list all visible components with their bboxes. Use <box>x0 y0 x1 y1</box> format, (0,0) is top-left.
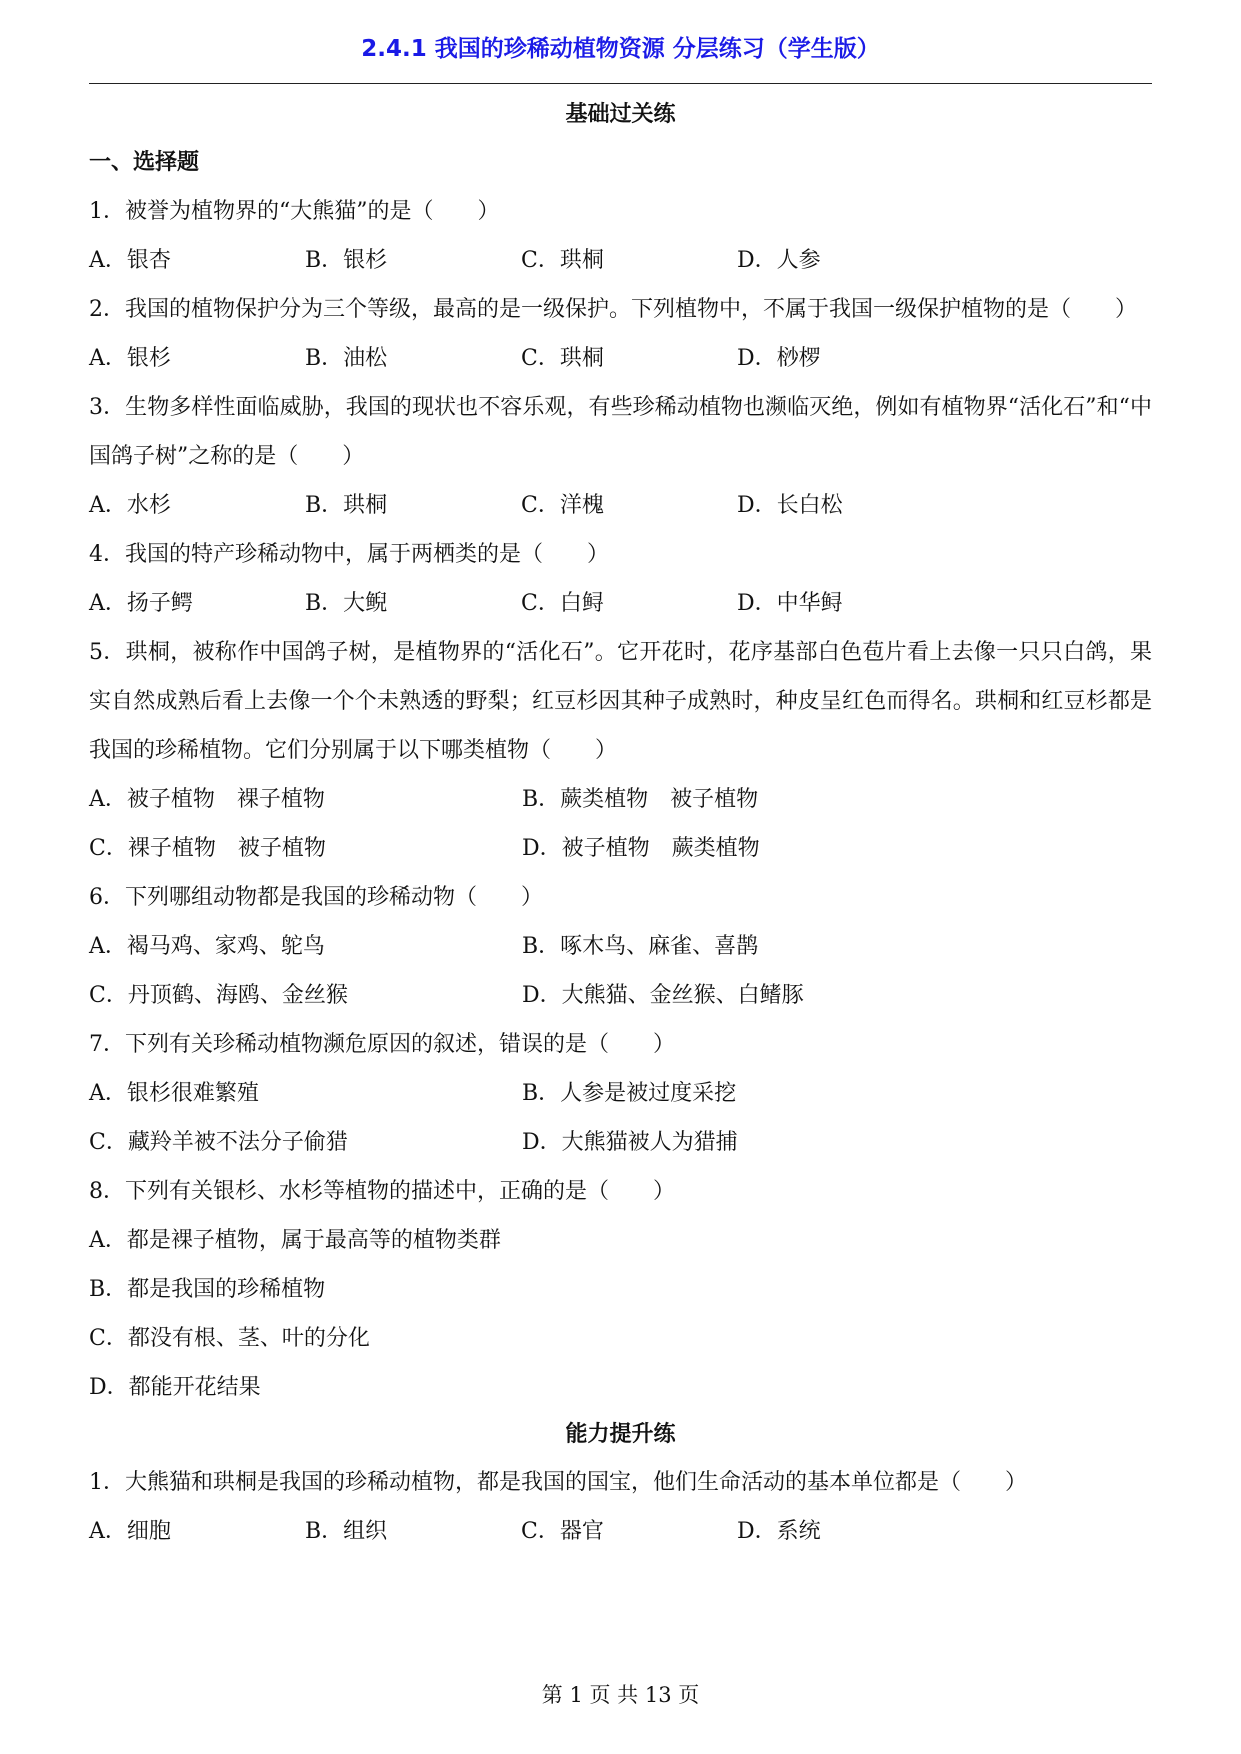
section-title-ability: 能力提升练 <box>565 1422 676 1447</box>
question-3-options <box>89 481 1152 530</box>
option-b: B．都是我国的珍稀植物 <box>89 1277 326 1302</box>
option-b: B．组织 <box>305 1519 388 1544</box>
option-b: B．蕨类植物 被子植物 <box>522 787 759 812</box>
option-a: A．银杉很难繁殖 <box>89 1081 259 1106</box>
option-a: A．细胞 <box>89 1519 171 1544</box>
option-b: B．人参是被过度采挖 <box>522 1081 737 1106</box>
option-d: D．系统 <box>737 1519 821 1544</box>
option-d: D．桫椤 <box>737 346 821 371</box>
option-d: D．被子植物 蕨类植物 <box>522 836 760 861</box>
option-b: B．啄木鸟、麻雀、喜鹊 <box>522 934 759 959</box>
option-c: C．藏羚羊被不法分子偷猎 <box>89 1130 348 1155</box>
option-b: B．银杉 <box>305 248 388 273</box>
option-c: C．珙桐 <box>521 346 604 371</box>
header-divider <box>89 83 1152 84</box>
question-5-options-row-2 <box>89 824 1152 873</box>
question-6-text: 6．下列哪组动物都是我国的珍稀动物（ ） <box>89 885 543 910</box>
option-d: D．大熊猫被人为猎捕 <box>522 1130 738 1155</box>
document-title: 2.4.1 我国的珍稀动植物资源 分层练习（学生版） <box>361 36 880 62</box>
question-8-text: 8．下列有关银杉、水杉等植物的描述中，正确的是（ ） <box>89 1179 675 1204</box>
question-5-options-row-1 <box>89 775 1152 824</box>
question-2-options <box>89 334 1152 383</box>
document-body <box>89 92 1152 1556</box>
question-3-text: 3．生物多样性面临威胁，我国的现状也不容乐观，有些珍稀动植物也濒临灭绝，例如有植物界“活化石”和“中国鸽子树”之称的是（ ） <box>89 395 1152 469</box>
question-1-text: 1．被誉为植物界的“大熊猫”的是（ ） <box>89 199 500 224</box>
question-6-options-row-1 <box>89 922 1152 971</box>
option-b: B．大鲵 <box>305 591 388 616</box>
question-7-options-row-2 <box>89 1118 1152 1167</box>
question-6-options-row-2 <box>89 971 1152 1020</box>
option-d: D．长白松 <box>737 493 843 518</box>
option-a: A．银杏 <box>89 248 171 273</box>
question-7-text: 7．下列有关珍稀动植物濒危原因的叙述，错误的是（ ） <box>89 1032 675 1057</box>
option-d: D．大熊猫、金丝猴、白鳍豚 <box>522 983 804 1008</box>
option-c: C．裸子植物 被子植物 <box>89 836 326 861</box>
question-5-text: 5．珙桐，被称作中国鸽子树，是植物界的“活化石”。它开花时，花序基部白色苞片看上去像一只只白鸽，果实自然成熟后看上去像一个个未熟透的野梨；红豆杉因其种子成熟时，种皮呈红色而得名。珙桐和红豆杉都是我国的珍稀植物。它们分别属于以下哪类植物（ ） <box>89 640 1152 763</box>
question-1-options <box>89 236 1152 285</box>
ability-question-1-text: 1．大熊猫和珙桐是我国的珍稀动植物，都是我国的国宝，他们生命活动的基本单位都是（ ） <box>89 1470 1028 1495</box>
part-title-choice: 一、选择题 <box>89 150 200 175</box>
question-2-text: 2．我国的植物保护分为三个等级，最高的是一级保护。下列植物中，不属于我国一级保护植物的是（ ） <box>89 297 1138 322</box>
option-a: A．银杉 <box>89 346 171 371</box>
option-b: B．油松 <box>305 346 388 371</box>
option-a: A．水杉 <box>89 493 171 518</box>
question-4-text: 4．我国的特产珍稀动物中，属于两栖类的是（ ） <box>89 542 609 567</box>
option-b: B．珙桐 <box>305 493 388 518</box>
option-c: C．白鲟 <box>521 591 604 616</box>
option-c: C．珙桐 <box>521 248 604 273</box>
option-c: C．洋槐 <box>521 493 604 518</box>
section-title-basic: 基础过关练 <box>565 102 676 127</box>
option-c: C．都没有根、茎、叶的分化 <box>89 1326 370 1351</box>
option-a: A．扬子鳄 <box>89 591 193 616</box>
option-c: C．器官 <box>521 1519 604 1544</box>
ability-question-1-options <box>89 1507 1152 1556</box>
option-a: A．褐马鸡、家鸡、鸵鸟 <box>89 934 325 959</box>
option-a: A．被子植物 裸子植物 <box>89 787 325 812</box>
option-d: D．人参 <box>737 248 821 273</box>
question-7-options-row-1 <box>89 1069 1152 1118</box>
option-d: D．都能开花结果 <box>89 1375 261 1400</box>
option-a: A．都是裸子植物，属于最高等的植物类群 <box>89 1228 501 1253</box>
option-d: D．中华鲟 <box>737 591 843 616</box>
page-number: 第 1 页 共 13 页 <box>541 1683 700 1707</box>
option-c: C．丹顶鹤、海鸥、金丝猴 <box>89 983 348 1008</box>
question-4-options <box>89 579 1152 628</box>
